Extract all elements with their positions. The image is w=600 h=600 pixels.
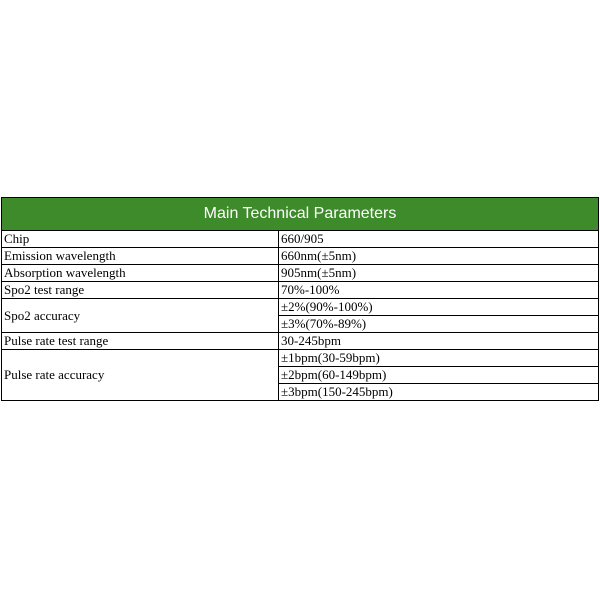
row-value: 70%-100%	[279, 282, 599, 299]
parameters-table	[1, 197, 599, 401]
row-value: 660/905	[279, 231, 599, 248]
row-label: Pulse rate test range	[2, 333, 279, 350]
row-label: Absorption wavelength	[2, 265, 279, 282]
row-value: 30-245bpm	[279, 333, 599, 350]
row-value: ±3bpm(150-245bpm)	[279, 384, 599, 401]
row-value: ±2%(90%-100%)	[279, 299, 599, 316]
table-header-row	[2, 198, 599, 231]
row-value: 660nm(±5nm)	[279, 248, 599, 265]
table-row	[2, 248, 599, 265]
row-label: Pulse rate accuracy	[2, 350, 279, 401]
table-title: Main Technical Parameters	[2, 198, 599, 231]
row-label: Chip	[2, 231, 279, 248]
row-value: ±1bpm(30-59bpm)	[279, 350, 599, 367]
row-label: Spo2 accuracy	[2, 299, 279, 333]
table-row	[2, 282, 599, 299]
row-label: Spo2 test range	[2, 282, 279, 299]
row-value: ±3%(70%-89%)	[279, 316, 599, 333]
table-row	[2, 231, 599, 248]
table-row	[2, 333, 599, 350]
table-row	[2, 350, 599, 367]
table-row	[2, 299, 599, 316]
table-row	[2, 265, 599, 282]
row-label: Emission wavelength	[2, 248, 279, 265]
row-value: 905nm(±5nm)	[279, 265, 599, 282]
row-value: ±2bpm(60-149bpm)	[279, 367, 599, 384]
